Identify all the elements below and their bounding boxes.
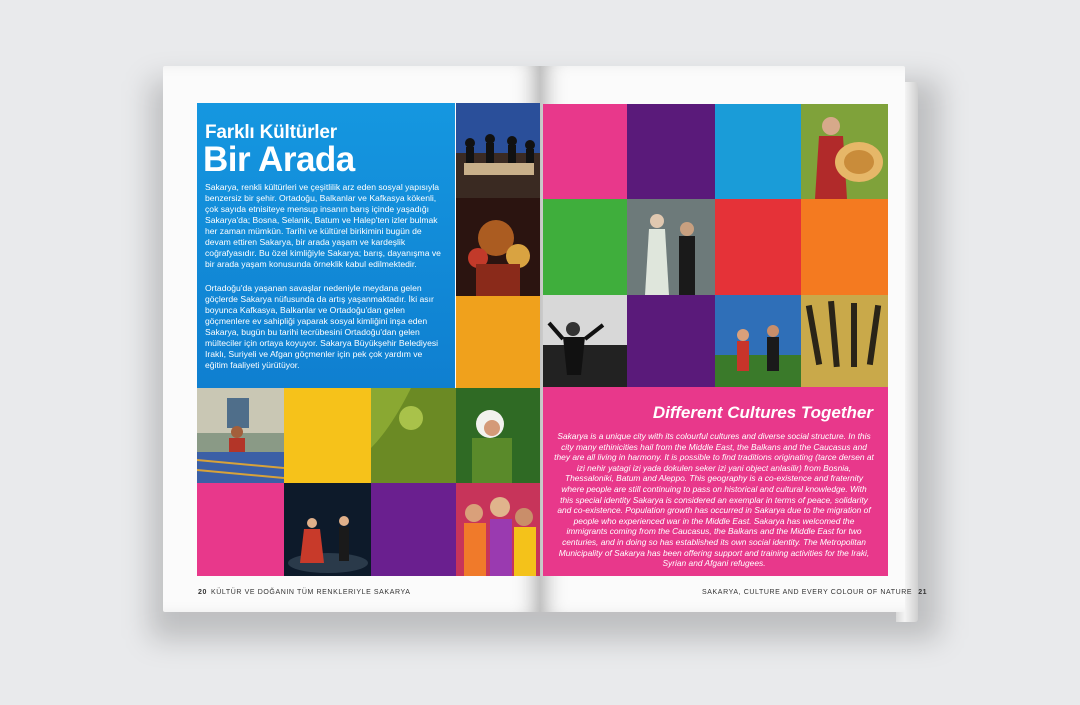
photo-shadows-on-ground (801, 295, 888, 387)
left-page-number: 20 (198, 589, 207, 596)
title-line-2: Bir Arada (203, 140, 355, 179)
english-paragraph: Sakarya is a unique city with its colourful cultures and diverse social structure. In this city many ethinicities hail from the Middle East, the Balkans and the Caucasus and they are all living in harmony. It is possible to find traditions originating (tarce dersen at izi nehir yatagi izi yada dokulen seker izi yani object anlasilir) from Bosnia, Thessaloniki, Batum and Aleppo. This geography is a co-existence and fraternity where people are still continuing to pass on historical and cultural knowledge. With this special identity Sakarya is considered an exemplar in terms of peace, solidarity and co-existence. Population growth has occurred in Sakarya due to the migration of people who experienced war in the Middle East. Sakarya has welcomed the immigrants coming from the Caucasus, the Balkans and the Middle East for two centuries, and in doing so has established its own social identity. The Metropolitan Municipality of Sakarya has been offering support and training activities for the Iraki, Syrian and Afgani refugees. (554, 431, 874, 569)
photo-stage-dancers (284, 483, 371, 576)
photo-caucasian-dancers (627, 199, 715, 295)
right-running-footer: SAKARYA, CULTURE AND EVERY COLOUR OF NATURE (702, 589, 913, 596)
red-tile-r2 (715, 199, 801, 295)
turkish-paragraph-2: Ortadoğu'da yaşanan savaşlar nedeniyle meydana gelen göçlerde Sakarya nüfusunda da artış yaşanmaktadır. İki asır boyunca Kafkasya, Balkanlar ve Ortadoğu'dan gelen göçmenlere ev sahipliği yaparak sosyal kimliğini inşa eden Sakarya, bugün bu tarihi tecrübesini Ortadoğu'dan gelen mülteciler için ortaya koyuyor. Sakarya Büyükşehir Belediyesi Iraklı, Suriyeli ve Afgan göçmenler için pek çok yardım ve eğitim faaliyeti yürütüyor. (205, 283, 439, 370)
magenta-tile-r1 (543, 104, 627, 199)
photo-green-headscarf (371, 388, 456, 483)
purple-tile-r1 (627, 104, 715, 199)
right-page-number: 21 (918, 589, 928, 596)
purple-tile-left (371, 483, 456, 576)
photo-dancers-blue-sky (715, 295, 801, 387)
magenta-tile-left (197, 483, 284, 576)
right-footer (702, 589, 927, 596)
orange-tile-r2 (801, 199, 888, 295)
turkish-paragraph-1: Sakarya, renkli kültürleri ve çeşitlilik arz eden sosyal yapısıyla benzersiz bir şehir. Ortadoğu, Balkanlar ve Kafkasya kökenli, çok sayıda etnisiteye mensup insanın barış içinde yaşadığı Sakarya'da; Bosna, Selanik, Batum ve Halep'ten izler bulmak her zaman mümkün. Tarihi ve kültürel birikimini bugün de devam ettiren Sakarya, bir arada yaşam ve kardeşlik coğrafyasıdır. Bu özel kimliğiyle Sakarya; barış, dayanışma ve bir arada yaşam konusunda örneklik kabul edilmektedir. (205, 182, 441, 269)
title-line-1: Farklı Kültürler (205, 122, 337, 143)
photo-children-crowd (456, 483, 540, 576)
photo-festival-crowd (456, 198, 540, 296)
photo-woman-white-scarf (456, 388, 540, 483)
orange-tile (456, 296, 540, 388)
english-title: Different Cultures Together (652, 403, 873, 422)
photo-bw-dancers (543, 295, 627, 387)
photo-woman-with-bread (801, 104, 888, 199)
left-running-footer: KÜLTÜR VE DOĞANIN TÜM RENKLERIYLE SAKARYA (211, 589, 411, 596)
photo-woman-weaving (197, 388, 284, 483)
purple-tile-r3 (627, 295, 715, 387)
blue-tile-r1 (715, 104, 801, 199)
left-footer (198, 589, 411, 596)
yellow-tile (284, 388, 371, 483)
photo-folk-dancers-circle (456, 103, 540, 198)
green-tile-r2 (543, 199, 627, 295)
